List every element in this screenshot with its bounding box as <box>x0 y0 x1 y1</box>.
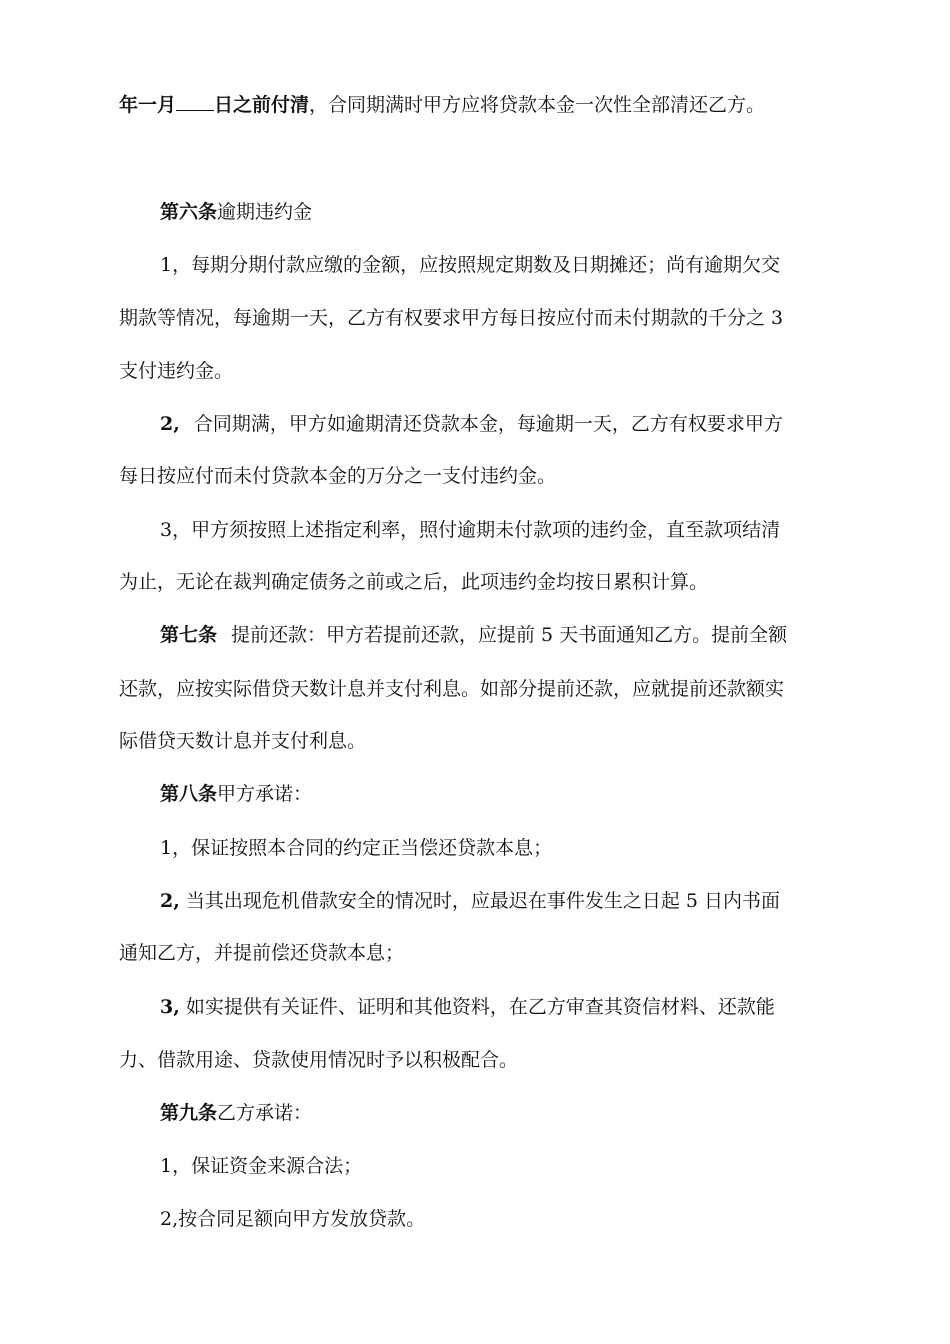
repayment-text: ，合同期满时甲方应将贷款本金一次性全部清还乙方。 <box>309 94 766 116</box>
article-8-title: 甲方承诺： <box>217 783 313 805</box>
article-6-clause-1-line-3: 支付违约金。 <box>119 360 234 382</box>
clause-number: 3, <box>160 996 180 1018</box>
article-9-heading <box>160 1101 839 1125</box>
article-8-clause-3-line-2: 力、借款用途、贷款使用情况时予以积极配合。 <box>119 1049 519 1071</box>
article-9-clause-1: 1，保证资金来源合法； <box>160 1155 363 1177</box>
article-8-heading <box>160 782 839 806</box>
article-6-title: 逾期违约金 <box>217 201 313 223</box>
article-6-heading <box>160 200 839 224</box>
clause-number: 2, <box>160 413 180 435</box>
article-6-clause-1-line-1: 1，每期分期付款应缴的金额，应按照规定期数及日期摊还；尚有逾期欠交 <box>160 254 781 276</box>
article-7-line-1 <box>160 623 839 647</box>
article-6-number: 第六条 <box>160 201 218 223</box>
article-7-line-3: 际借贷天数计息并支付利息。 <box>119 730 367 752</box>
clause-text: 合同期满，甲方如逾期清还贷款本金，每逾期一天，乙方有权要求甲方 <box>193 413 783 435</box>
article-8-number: 第八条 <box>160 783 218 805</box>
article-7-line-2: 还款，应按实际借贷天数计息并支付利息。如部分提前还款，应就提前还款额实 <box>119 678 785 700</box>
article-8-clause-2-line-1 <box>160 889 839 913</box>
continuation-line <box>119 92 839 117</box>
article-6-clause-2-line-1 <box>160 412 839 436</box>
article-7-number: 第七条 <box>160 624 218 646</box>
article-6-clause-3-line-1: 3，甲方须按照上述指定利率，照付逾期未付款项的违约金，直至款项结清 <box>160 519 781 541</box>
article-9-title: 乙方承诺： <box>217 1102 313 1124</box>
clause-text: 当其出现危机借款安全的情况时，应最迟在事件发生之日起 5 日内书面 <box>185 890 781 912</box>
article-9-clause-2: 2,按合同足额向甲方发放贷款。 <box>160 1208 426 1230</box>
article-8-clause-3-line-1 <box>160 995 839 1019</box>
article-6-clause-1-line-2: 期款等情况，每逾期一天，乙方有权要求甲方每日按应付而未付期款的千分之 3 <box>119 307 784 329</box>
article-9-number: 第九条 <box>160 1102 218 1124</box>
date-fragment-day: 日之前付清 <box>214 94 310 116</box>
date-fragment-year-month: 年一月 <box>119 94 177 116</box>
article-6-clause-2-line-2: 每日按应付而未付贷款本金的万分之一支付违约金。 <box>119 465 557 487</box>
article-8-clause-2-line-2: 通知乙方，并提前偿还贷款本息； <box>119 942 405 964</box>
blank-underline <box>176 92 214 111</box>
clause-text: 如实提供有关证件、证明和其他资料，在乙方审查其资信材料、还款能 <box>185 996 775 1018</box>
clause-number: 2, <box>160 890 180 912</box>
article-7-text: 提前还款：甲方若提前还款，应提前 5 天书面通知乙方。提前全额 <box>231 624 788 646</box>
article-6-clause-3-line-2: 为止，无论在裁判确定债务之前或之后，此项违约金均按日累积计算。 <box>119 571 709 593</box>
article-8-clause-1: 1，保证按照本合同的约定正当偿还贷款本息； <box>160 837 553 859</box>
